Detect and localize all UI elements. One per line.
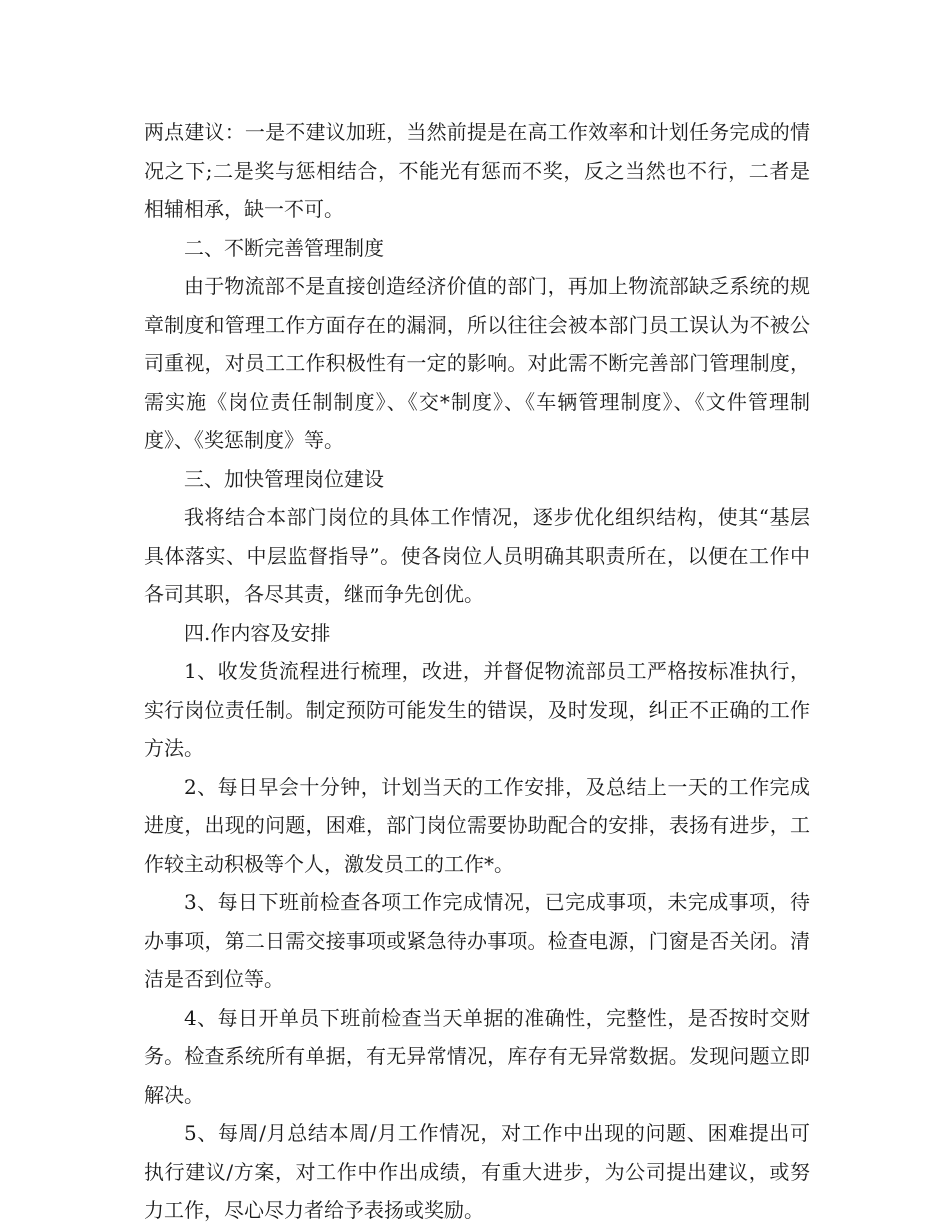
list-item-5: 5、每周/月总结本周/月工作情况，对工作中出现的问题、困难提出可执行建议/方案，对工作中作出成绩，有重大进步，为公司提出建议，或努力工作，尽心尽力者给予表扬或奖励。 xyxy=(144,1121,810,1222)
list-item-1: 1、收发货流程进行梳理，改进，并督促物流部员工严格按标准执行，实行岗位责任制。制定预防可能发生的错误，及时发现，纠正不正确的工作方法。 xyxy=(144,659,810,760)
list-item-3: 3、每日下班前检查各项工作完成情况，已完成事项，未完成事项，待办事项，第二日需交接事项或紧急待办事项。检查电源，门窗是否关闭。清洁是否到位等。 xyxy=(144,890,810,991)
section-heading-position-building: 三、加快管理岗位建设 xyxy=(184,466,384,491)
paragraph-suggestions: 两点建议：一是不建议加班，当然前提是在高工作效率和计划任务完成的情况之下;二是奖与惩相结合，不能光有惩而不奖，反之当然也不行，二者是相辅相承，缺一不可。 xyxy=(144,120,810,221)
list-item-4: 4、每日开单员下班前检查当天单据的准确性，完整性，是否按时交财务。检查系统所有单据，有无异常情况，库存有无异常数据。发现问题立即解决。 xyxy=(144,1005,810,1107)
section-heading-work-arrangement: 四.作内容及安排 xyxy=(184,620,331,645)
list-item-2: 2、每日早会十分钟，计划当天的工作安排，及总结上一天的工作完成进度，出现的问题，困难，部门岗位需要协助配合的安排，表扬有进步，工作较主动积极等个人，激发员工的工作*。 xyxy=(144,774,810,876)
document-body xyxy=(144,113,810,1230)
paragraph-position-building: 我将结合本部门岗位的具体工作情况，逐步优化组织结构，使其“基层具体落实、中层监督指导”。使各岗位人员明确其职责所在，以便在工作中各司其职，各尽其责，继而争先创优。 xyxy=(144,505,810,606)
paragraph-management-system: 由于物流部不是直接创造经济价值的部门，再加上物流部缺乏系统的规章制度和管理工作方面存在的漏洞，所以往往会被本部门员工误认为不被公司重视，对员工工作积极性有一定的影响。对此需不断完善部门管理制度，需实施《岗位责任制制度》、《交*制度》、《车辆管理制度》、《文件管理制度》、《奖惩制度》等。 xyxy=(144,274,810,452)
section-heading-management-system: 二、不断完善管理制度 xyxy=(184,235,384,260)
